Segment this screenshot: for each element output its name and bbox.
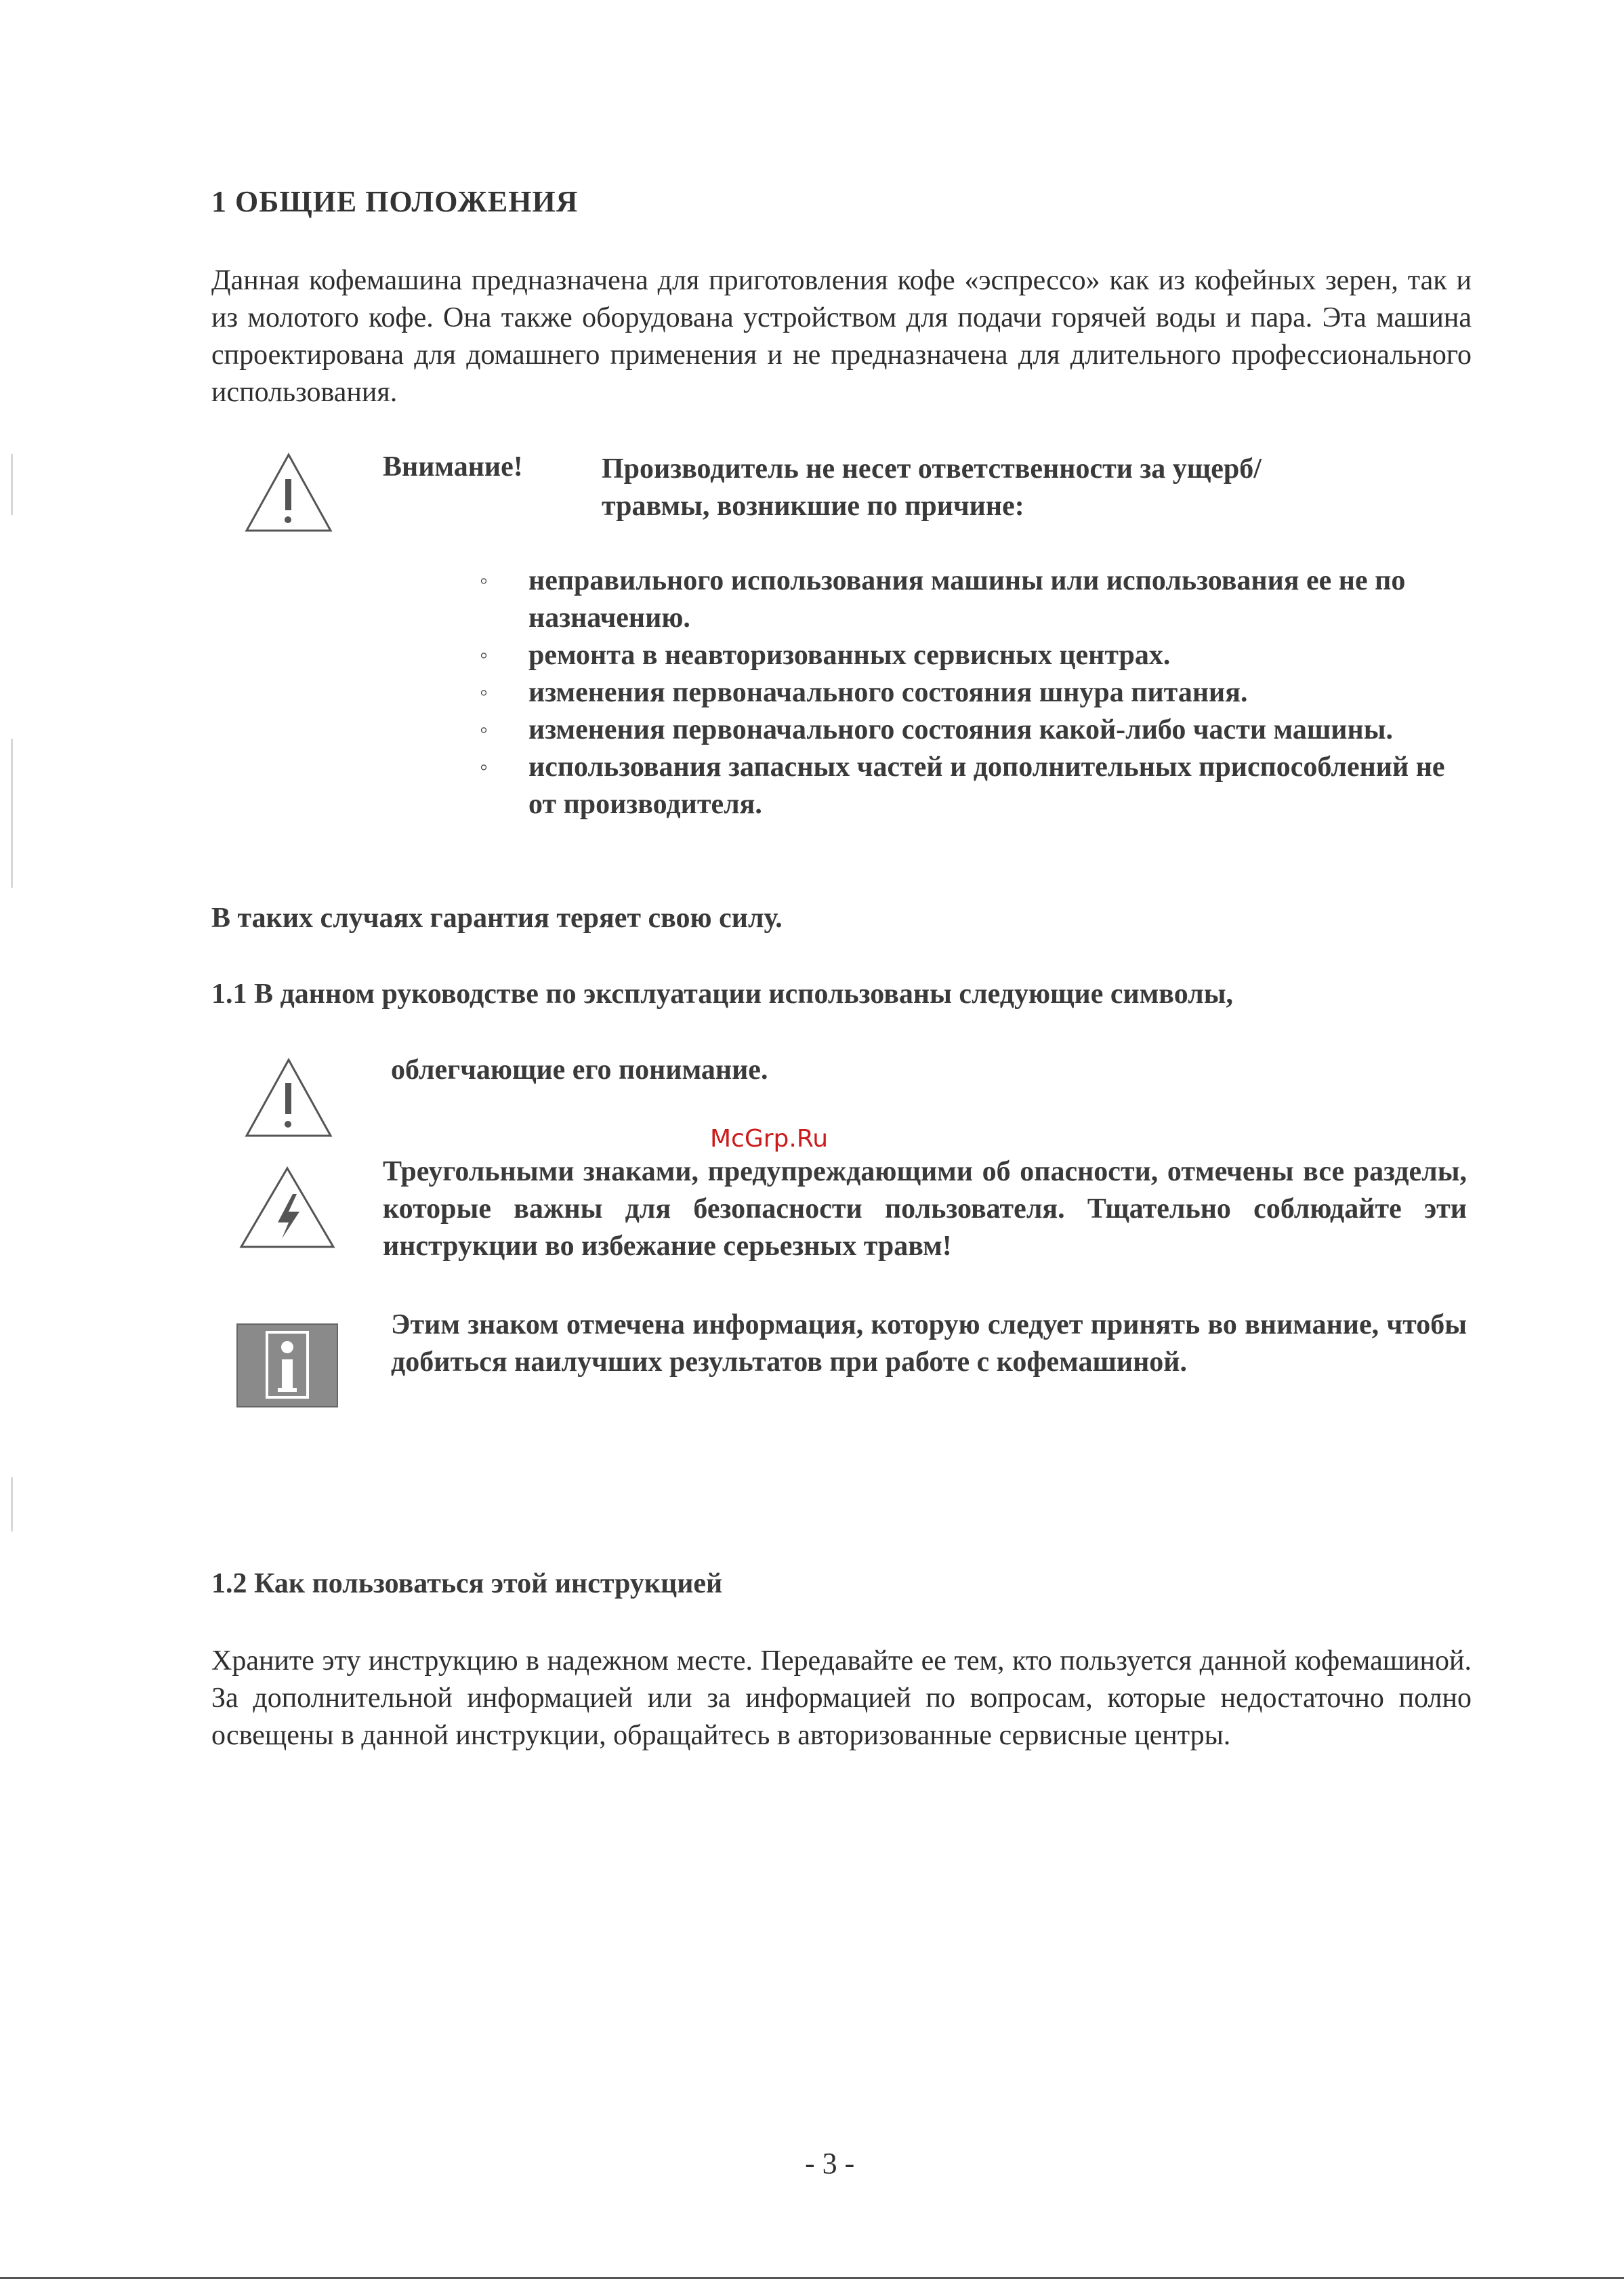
warning-triangle-icon <box>243 1056 335 1140</box>
list-item: ◦ изменения первоначального состояния шнура питания. <box>474 674 1463 712</box>
list-item: ◦ неправильного использования машины или использования ее не по назначению. <box>474 562 1463 637</box>
guarantee-note: В таких случаях гарантия теряет свою силу. <box>211 903 783 934</box>
info-icon <box>236 1323 339 1408</box>
section-1-2-paragraph: Храните эту инструкцию в надежном месте. Передавайте ее тем, кто пользуется данной кофемашиной. За дополнительной информацией или за информацией по вопросам, которые недостаточно полно освещены в данной инструкции, обращайтесь в авторизованные сервисные центры. <box>211 1645 1472 1751</box>
section-1-1-title: 1.1 В данном руководстве по эксплуатации использованы следующие символы, <box>211 979 1234 1010</box>
intro-paragraph: Данная кофемашина предназначена для приготовления кофе «эспрессо» как из кофейных зерен, так и из молотого кофе. Она также оборудована устройством для подачи горячей воды и пара. Эта машина спроектирована для домашнего применения и не предназначена для длительного профессионального использования. <box>211 265 1472 408</box>
warning-text: Производитель не несет ответственности за ущерб/травмы, возникшие по причине: <box>602 453 1262 522</box>
section-1-1-subtitle: облегчающие его понимание. <box>391 1054 768 1086</box>
list-item: ◦ изменения первоначального состояния какой-либо части машины. <box>474 712 1463 749</box>
list-item: ◦ ремонта в неавторизованных сервисных центрах. <box>474 637 1463 674</box>
scan-margin-mark <box>11 1477 13 1531</box>
list-item: ◦ использования запасных частей и дополнительных приспособлений не от производителя. <box>474 749 1463 823</box>
watermark: McGrp.Ru <box>710 1125 829 1153</box>
electric-hazard-icon <box>237 1164 337 1251</box>
scan-margin-mark <box>11 454 13 515</box>
liability-list <box>474 562 1463 823</box>
scan-margin-mark <box>11 739 13 888</box>
scan-edge-line <box>0 2277 1624 2279</box>
page-number: - 3 - <box>805 2147 855 2180</box>
danger-symbol-description: Треугольными знаками, предупреждающими об опасности, отмечены все разделы, которые важны для безопасности пользователя. Тщательно соблюдайте эти инструкции во избежание серьезных травм! <box>383 1156 1467 1262</box>
section-1-2-title: 1.2 Как пользоваться этой инструкцией <box>211 1568 723 1599</box>
warning-label: Внимание! <box>383 451 523 482</box>
section-heading: 1 ОБЩИЕ ПОЛОЖЕНИЯ <box>211 185 579 218</box>
warning-triangle-icon <box>243 451 335 535</box>
info-symbol-description: Этим знаком отмечена информация, которую следует принять во внимание, чтобы добиться наилучших результатов при работе с кофемашиной. <box>391 1309 1467 1378</box>
